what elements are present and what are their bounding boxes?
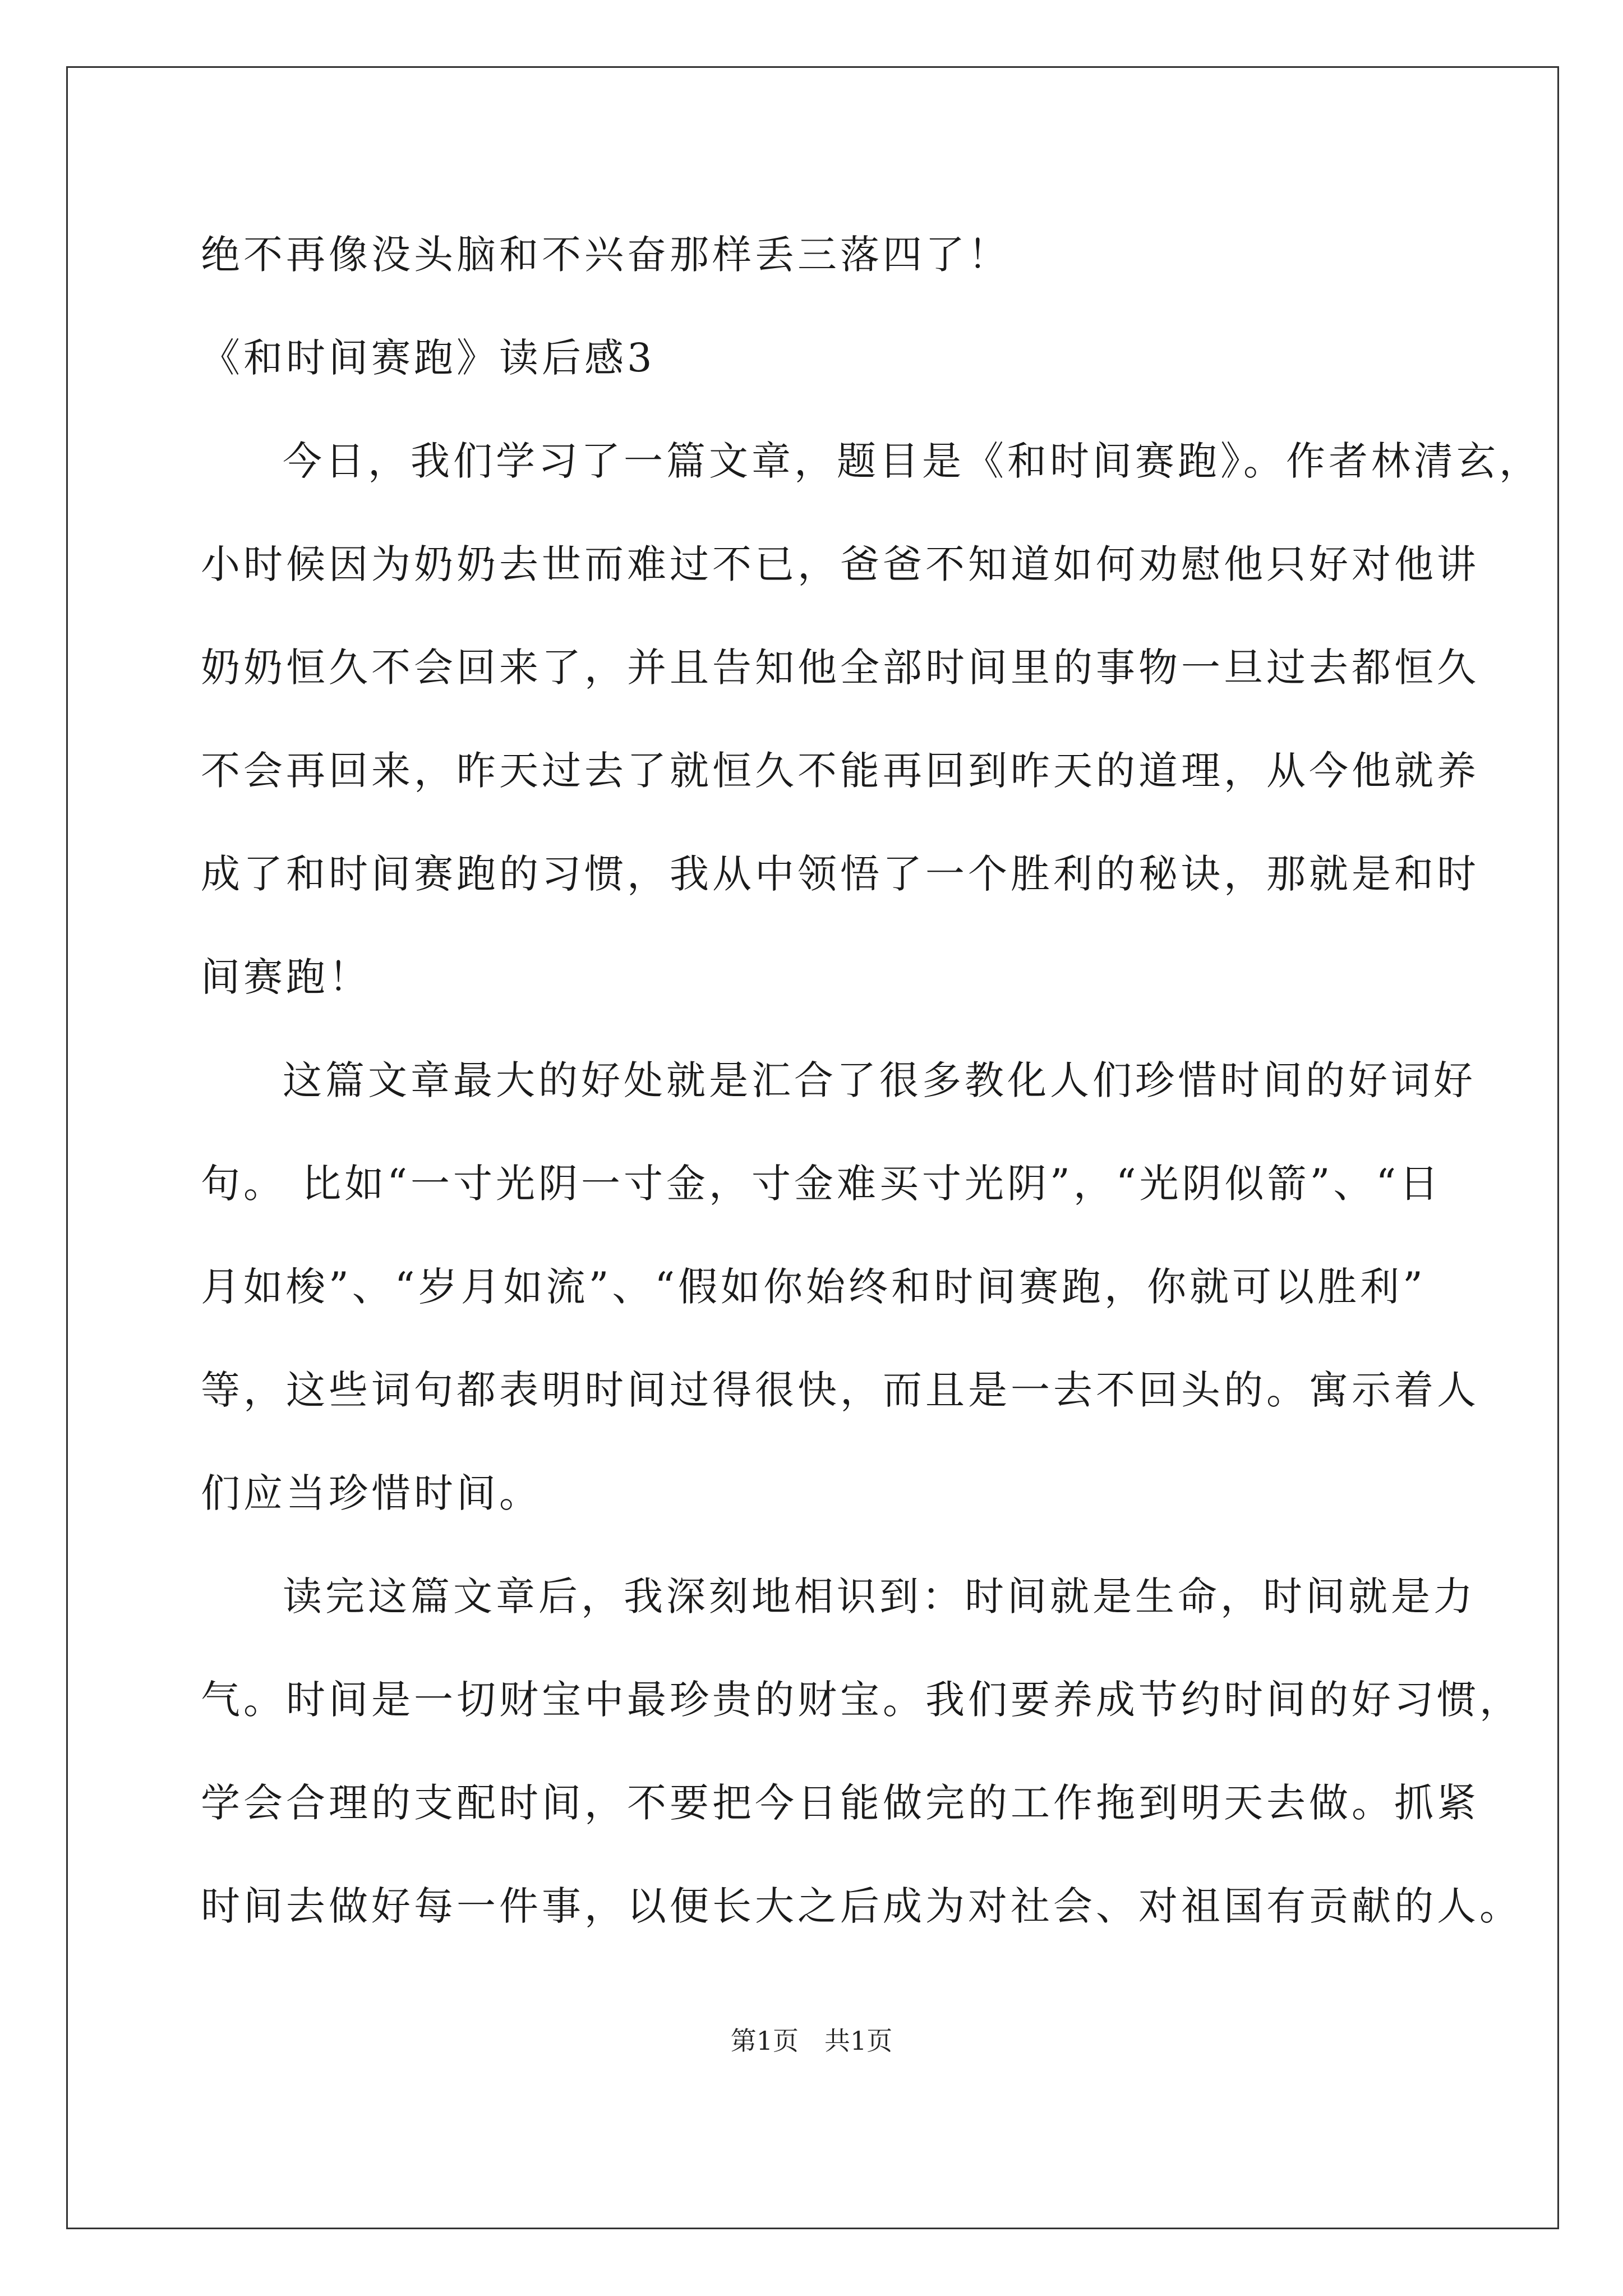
paragraph-line: 读完这篇文章后，我深刻地相识到：时间就是生命，时间就是力 [283, 1573, 1476, 1619]
paragraph-line: 今日，我们学习了一篇文章，题目是《和时间赛跑》。作者林清玄， [283, 438, 1542, 484]
paragraph-line: 句。 比如“一寸光阴一寸金，寸金难买寸光阴”，“光阴似箭”、“日 [201, 1161, 1442, 1207]
paragraph-line: 学会合理的支配时间，不要把今日能做完的工作拖到明天去做。抓紧 [201, 1780, 1479, 1826]
paragraph-line: 气。时间是一切财宝中最珍贵的财宝。我们要养成节约时间的好习惯， [201, 1677, 1522, 1723]
paragraph-line: 时间去做好每一件事，以便长大之后成为对社会、对祖国有贡献的人。 [201, 1883, 1522, 1929]
paragraph-line: 们应当珍惜时间。 [201, 1470, 542, 1516]
paragraph-line: 等，这些词句都表明时间过得很快，而且是一去不回头的。寓示着人 [201, 1367, 1479, 1413]
paragraph-line: 绝不再像没头脑和不兴奋那样丢三落四了！ [201, 232, 1011, 278]
paragraph-line: 小时候因为奶奶去世而难过不已，爸爸不知道如何劝慰他只好对他讲 [201, 541, 1479, 587]
paragraph-line: 这篇文章最大的好处就是汇合了很多教化人们珍惜时间的好词好 [283, 1057, 1476, 1103]
paragraph-line: 不会再回来，昨天过去了就恒久不能再回到昨天的道理，从今他就养 [201, 748, 1479, 794]
document-body [201, 203, 1542, 1958]
paragraph-line: 间赛跑！ [201, 954, 371, 1000]
section-heading: 《和时间赛跑》读后感3 [201, 335, 656, 381]
paragraph-line: 奶奶恒久不会回来了，并且告知他全部时间里的事物一旦过去都恒久 [201, 645, 1479, 691]
paragraph-line: 月如梭”、“岁月如流”、“假如你始终和时间赛跑，你就可以胜利” [201, 1264, 1426, 1310]
paragraph-line: 成了和时间赛跑的习惯，我从中领悟了一个胜利的秘诀，那就是和时 [201, 851, 1479, 897]
page-footer: 第1页 共1页 [730, 2026, 893, 2056]
